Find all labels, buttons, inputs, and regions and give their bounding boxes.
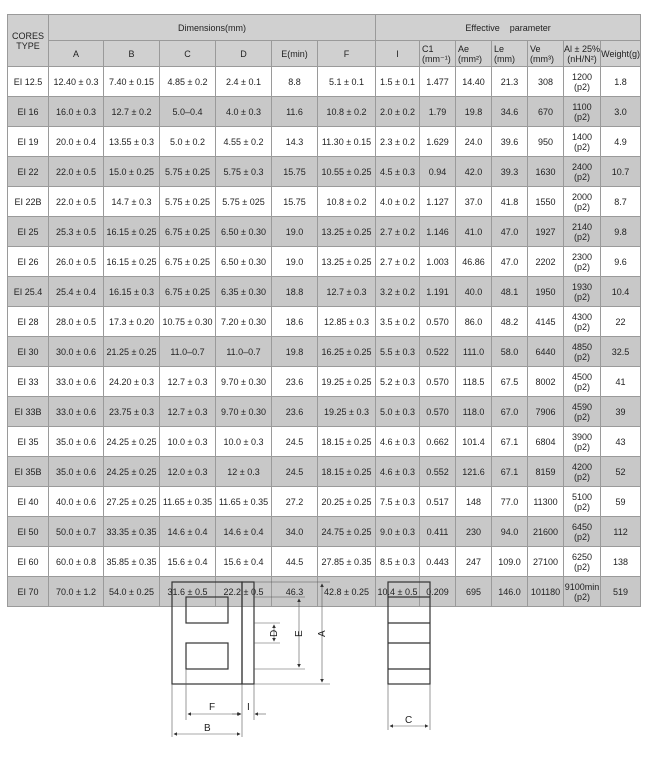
cell-e: 14.3 [272, 127, 318, 157]
cell-ve: 950 [528, 127, 564, 157]
cell-ae: 118.0 [456, 397, 492, 427]
cell-ve: 21600 [528, 517, 564, 547]
cell-a: 30.0 ± 0.6 [49, 337, 104, 367]
cell-ve: 2202 [528, 247, 564, 277]
cell-f: 10.55 ± 0.25 [318, 157, 376, 187]
col-d-header: D [216, 41, 272, 67]
cell-d: 5.75 ± 025 [216, 187, 272, 217]
cell-e: 19.8 [272, 337, 318, 367]
label-b: B [204, 723, 211, 734]
cell-ae: 86.0 [456, 307, 492, 337]
cell-i: 8.5 ± 0.3 [376, 547, 420, 577]
cell-c: 6.75 ± 0.25 [160, 277, 216, 307]
cell-c: 4.85 ± 0.2 [160, 67, 216, 97]
cell-al: 2300 (p2) [564, 247, 601, 277]
cell-ae: 46.86 [456, 247, 492, 277]
col-ae-header: Ae (mm²) [456, 41, 492, 67]
cell-le: 67.1 [492, 427, 528, 457]
cell-c: 11.0–0.7 [160, 337, 216, 367]
cell-type: EI 25 [8, 217, 49, 247]
cell-i: 1.5 ± 0.1 [376, 67, 420, 97]
cell-f: 13.25 ± 0.25 [318, 217, 376, 247]
table-row [8, 487, 641, 517]
cell-le: 39.6 [492, 127, 528, 157]
cell-w: 10.4 [601, 277, 641, 307]
cell-f: 11.30 ± 0.15 [318, 127, 376, 157]
col-b-header: B [104, 41, 160, 67]
cell-i: 4.6 ± 0.3 [376, 427, 420, 457]
cell-c1: 1.127 [420, 187, 456, 217]
cell-c: 12.7 ± 0.3 [160, 397, 216, 427]
cell-a: 22.0 ± 0.5 [49, 187, 104, 217]
cell-ae: 37.0 [456, 187, 492, 217]
label-i: I [247, 702, 250, 713]
cell-b: 13.55 ± 0.3 [104, 127, 160, 157]
cell-w: 32.5 [601, 337, 641, 367]
cell-a: 35.0 ± 0.6 [49, 427, 104, 457]
cell-al: 2000 (p2) [564, 187, 601, 217]
cell-i: 2.7 ± 0.2 [376, 247, 420, 277]
cell-ve: 308 [528, 67, 564, 97]
cell-c1: 1.79 [420, 97, 456, 127]
cell-f: 12.85 ± 0.3 [318, 307, 376, 337]
cell-c1: 0.570 [420, 307, 456, 337]
cell-ae: 121.6 [456, 457, 492, 487]
cell-type: EI 22 [8, 157, 49, 187]
cell-f: 16.25 ± 0.25 [318, 337, 376, 367]
cell-c1: 0.552 [420, 457, 456, 487]
cell-le: 58.0 [492, 337, 528, 367]
col-i-header: I [376, 41, 420, 67]
cell-c: 5.75 ± 0.25 [160, 157, 216, 187]
cell-le: 67.0 [492, 397, 528, 427]
table-row [8, 187, 641, 217]
cell-c: 6.75 ± 0.25 [160, 217, 216, 247]
col-al-header: Al ± 25% (nH/N²) [564, 41, 601, 67]
cell-i: 2.3 ± 0.2 [376, 127, 420, 157]
cell-e: 27.2 [272, 487, 318, 517]
table-row [8, 67, 641, 97]
table-row [8, 277, 641, 307]
cell-al: 4590 (p2) [564, 397, 601, 427]
table-row [8, 307, 641, 337]
cell-f: 42.8 ± 0.25 [318, 577, 376, 607]
label-c: C [405, 715, 413, 726]
cell-le: 47.0 [492, 217, 528, 247]
cell-f: 19.25 ± 0.3 [318, 397, 376, 427]
cell-d: 11.0–0.7 [216, 337, 272, 367]
cell-w: 52 [601, 457, 641, 487]
cell-ae: 101.4 [456, 427, 492, 457]
cell-i: 4.5 ± 0.3 [376, 157, 420, 187]
label-f: F [209, 702, 216, 713]
cell-ve: 6440 [528, 337, 564, 367]
cell-ae: 40.0 [456, 277, 492, 307]
cell-al: 2140 (p2) [564, 217, 601, 247]
col-le-header: Le (mm) [492, 41, 528, 67]
table-row [8, 367, 641, 397]
cell-al: 1200 (p2) [564, 67, 601, 97]
cell-c: 5.0–0.4 [160, 97, 216, 127]
cell-a: 25.3 ± 0.5 [49, 217, 104, 247]
cell-a: 26.0 ± 0.5 [49, 247, 104, 277]
cell-e: 23.6 [272, 367, 318, 397]
cell-al: 6450 (p2) [564, 517, 601, 547]
cell-a: 35.0 ± 0.6 [49, 457, 104, 487]
cell-ve: 11300 [528, 487, 564, 517]
table-row [8, 217, 641, 247]
cell-i: 5.0 ± 0.3 [376, 397, 420, 427]
table-row [8, 457, 641, 487]
cell-i: 9.0 ± 0.3 [376, 517, 420, 547]
e-core-slot-bottom [186, 643, 228, 669]
cell-al: 9100min (p2) [564, 577, 601, 607]
label-d: D [269, 629, 280, 637]
i-bar [242, 582, 254, 684]
cell-a: 28.0 ± 0.5 [49, 307, 104, 337]
cell-le: 67.5 [492, 367, 528, 397]
cell-a: 25.4 ± 0.4 [49, 277, 104, 307]
cell-le: 77.0 [492, 487, 528, 517]
cell-c1: 0.94 [420, 157, 456, 187]
cell-d: 4.0 ± 0.3 [216, 97, 272, 127]
cell-c: 12.7 ± 0.3 [160, 367, 216, 397]
cell-e: 23.6 [272, 397, 318, 427]
cell-type: EI 50 [8, 517, 49, 547]
cell-b: 24.25 ± 0.25 [104, 457, 160, 487]
cell-e: 34.0 [272, 517, 318, 547]
cell-ve: 8159 [528, 457, 564, 487]
cell-d: 5.75 ± 0.3 [216, 157, 272, 187]
cell-ve: 101180 [528, 577, 564, 607]
cell-e: 19.0 [272, 247, 318, 277]
cell-le: 94.0 [492, 517, 528, 547]
cell-d: 6.50 ± 0.30 [216, 247, 272, 277]
cell-f: 20.25 ± 0.25 [318, 487, 376, 517]
table-row [8, 247, 641, 277]
cell-b: 17.3 ± 0.20 [104, 307, 160, 337]
cell-d: 2.4 ± 0.1 [216, 67, 272, 97]
cell-ve: 1630 [528, 157, 564, 187]
cell-d: 9.70 ± 0.30 [216, 367, 272, 397]
cell-c: 15.6 ± 0.4 [160, 547, 216, 577]
cell-d: 15.6 ± 0.4 [216, 547, 272, 577]
label-e: E [294, 630, 305, 637]
cell-d: 10.0 ± 0.3 [216, 427, 272, 457]
cell-d: 22.2 ± 0.5 [216, 577, 272, 607]
effective-parameter-header: Effective parameter [376, 15, 641, 41]
cell-w: 519 [601, 577, 641, 607]
cell-e: 19.0 [272, 217, 318, 247]
cell-ae: 111.0 [456, 337, 492, 367]
cell-al: 2400 (p2) [564, 157, 601, 187]
cell-le: 67.1 [492, 457, 528, 487]
cell-e: 11.6 [272, 97, 318, 127]
cell-le: 48.1 [492, 277, 528, 307]
cores-type-header: CORES TYPE [8, 15, 49, 67]
col-f-header: F [318, 41, 376, 67]
cell-type: EI 28 [8, 307, 49, 337]
cell-c1: 0.522 [420, 337, 456, 367]
cell-i: 5.5 ± 0.3 [376, 337, 420, 367]
cell-ae: 14.40 [456, 67, 492, 97]
cell-b: 15.0 ± 0.25 [104, 157, 160, 187]
cell-ae: 41.0 [456, 217, 492, 247]
cell-c1: 0.443 [420, 547, 456, 577]
cell-le: 48.2 [492, 307, 528, 337]
cell-c: 14.6 ± 0.4 [160, 517, 216, 547]
cell-a: 70.0 ± 1.2 [49, 577, 104, 607]
cell-b: 16.15 ± 0.25 [104, 247, 160, 277]
cell-c: 10.0 ± 0.3 [160, 427, 216, 457]
cell-d: 6.50 ± 0.30 [216, 217, 272, 247]
cell-f: 5.1 ± 0.1 [318, 67, 376, 97]
cores-table [7, 14, 641, 607]
cell-ae: 695 [456, 577, 492, 607]
cell-b: 24.20 ± 0.3 [104, 367, 160, 397]
cell-f: 10.8 ± 0.2 [318, 187, 376, 217]
ei-core-drawing [0, 560, 650, 767]
cell-f: 12.7 ± 0.3 [318, 277, 376, 307]
col-e-header: E(min) [272, 41, 318, 67]
cell-e: 8.8 [272, 67, 318, 97]
cell-w: 39 [601, 397, 641, 427]
table-row [8, 157, 641, 187]
cell-b: 16.15 ± 0.25 [104, 217, 160, 247]
cell-al: 1100 (p2) [564, 97, 601, 127]
cell-d: 7.20 ± 0.30 [216, 307, 272, 337]
cell-d: 11.65 ± 0.35 [216, 487, 272, 517]
cell-type: EI 22B [8, 187, 49, 217]
cell-a: 12.40 ± 0.3 [49, 67, 104, 97]
cell-d: 9.70 ± 0.30 [216, 397, 272, 427]
cell-le: 21.3 [492, 67, 528, 97]
cell-c1: 1.003 [420, 247, 456, 277]
cell-al: 3900 (p2) [564, 427, 601, 457]
cell-al: 5100 (p2) [564, 487, 601, 517]
cell-type: EI 35 [8, 427, 49, 457]
cell-e: 24.5 [272, 457, 318, 487]
col-c-header: C [160, 41, 216, 67]
cell-c1: 0.411 [420, 517, 456, 547]
col-a-header: A [49, 41, 104, 67]
cell-i: 4.0 ± 0.2 [376, 187, 420, 217]
cell-w: 3.0 [601, 97, 641, 127]
label-a: A [317, 630, 328, 637]
cell-e: 46.3 [272, 577, 318, 607]
cell-type: EI 70 [8, 577, 49, 607]
table-row [8, 337, 641, 367]
col-c1-header: C1 (mm⁻¹) [420, 41, 456, 67]
cell-c1: 0.662 [420, 427, 456, 457]
cell-c1: 0.209 [420, 577, 456, 607]
cell-e: 18.6 [272, 307, 318, 337]
cell-type: EI 33B [8, 397, 49, 427]
cell-w: 138 [601, 547, 641, 577]
cell-i: 3.2 ± 0.2 [376, 277, 420, 307]
table-body [8, 67, 641, 607]
cell-ve: 4145 [528, 307, 564, 337]
cell-w: 9.6 [601, 247, 641, 277]
cell-w: 9.8 [601, 217, 641, 247]
cell-al: 4200 (p2) [564, 457, 601, 487]
cell-al: 1400 (p2) [564, 127, 601, 157]
cell-al: 6250 (p2) [564, 547, 601, 577]
cell-f: 18.15 ± 0.25 [318, 427, 376, 457]
cell-d: 14.6 ± 0.4 [216, 517, 272, 547]
cell-f: 27.85 ± 0.35 [318, 547, 376, 577]
cell-b: 23.75 ± 0.3 [104, 397, 160, 427]
cell-al: 4500 (p2) [564, 367, 601, 397]
cell-i: 2.7 ± 0.2 [376, 217, 420, 247]
cell-type: EI 19 [8, 127, 49, 157]
cell-al: 4850 (p2) [564, 337, 601, 367]
cell-al: 1930 (p2) [564, 277, 601, 307]
cell-le: 34.6 [492, 97, 528, 127]
cell-ae: 42.0 [456, 157, 492, 187]
cell-c1: 1.629 [420, 127, 456, 157]
cell-c: 6.75 ± 0.25 [160, 247, 216, 277]
cell-d: 6.35 ± 0.30 [216, 277, 272, 307]
cell-f: 18.15 ± 0.25 [318, 457, 376, 487]
cell-w: 22 [601, 307, 641, 337]
cell-d: 12 ± 0.3 [216, 457, 272, 487]
cell-type: EI 16 [8, 97, 49, 127]
cell-a: 22.0 ± 0.5 [49, 157, 104, 187]
cell-b: 7.40 ± 0.15 [104, 67, 160, 97]
cell-al: 4300 (p2) [564, 307, 601, 337]
cell-b: 21.25 ± 0.25 [104, 337, 160, 367]
cell-ve: 1550 [528, 187, 564, 217]
cell-b: 54.0 ± 0.25 [104, 577, 160, 607]
cell-w: 41 [601, 367, 641, 397]
cell-f: 13.25 ± 0.25 [318, 247, 376, 277]
cell-c1: 0.570 [420, 397, 456, 427]
cell-i: 4.6 ± 0.3 [376, 457, 420, 487]
cell-ve: 8002 [528, 367, 564, 397]
cell-ae: 247 [456, 547, 492, 577]
cell-c1: 0.570 [420, 367, 456, 397]
cell-ae: 230 [456, 517, 492, 547]
cell-a: 50.0 ± 0.7 [49, 517, 104, 547]
cell-le: 41.8 [492, 187, 528, 217]
cell-i: 5.2 ± 0.3 [376, 367, 420, 397]
cell-ve: 1927 [528, 217, 564, 247]
cell-le: 109.0 [492, 547, 528, 577]
cell-c: 11.65 ± 0.35 [160, 487, 216, 517]
cell-d: 4.55 ± 0.2 [216, 127, 272, 157]
cell-ae: 24.0 [456, 127, 492, 157]
table-row [8, 97, 641, 127]
cell-type: EI 30 [8, 337, 49, 367]
cell-w: 59 [601, 487, 641, 517]
cell-c1: 1.191 [420, 277, 456, 307]
col-ve-header: Ve (mm³) [528, 41, 564, 67]
cell-b: 24.25 ± 0.25 [104, 427, 160, 457]
cell-a: 16.0 ± 0.3 [49, 97, 104, 127]
cell-e: 15.75 [272, 187, 318, 217]
cell-c1: 0.517 [420, 487, 456, 517]
cell-ve: 670 [528, 97, 564, 127]
cell-w: 8.7 [601, 187, 641, 217]
table-row [8, 397, 641, 427]
cell-ae: 148 [456, 487, 492, 517]
cell-type: EI 35B [8, 457, 49, 487]
cell-ae: 19.8 [456, 97, 492, 127]
cell-c1: 1.146 [420, 217, 456, 247]
cell-ve: 7906 [528, 397, 564, 427]
cell-le: 146.0 [492, 577, 528, 607]
cell-f: 19.25 ± 0.25 [318, 367, 376, 397]
dimensions-header: Dimensions(mm) [49, 15, 376, 41]
table-row [8, 127, 641, 157]
cell-f: 24.75 ± 0.25 [318, 517, 376, 547]
cell-w: 1.8 [601, 67, 641, 97]
cell-c: 5.75 ± 0.25 [160, 187, 216, 217]
cell-w: 4.9 [601, 127, 641, 157]
cell-ve: 6804 [528, 427, 564, 457]
cell-b: 14.7 ± 0.3 [104, 187, 160, 217]
table-row [8, 427, 641, 457]
cell-i: 7.5 ± 0.3 [376, 487, 420, 517]
cell-e: 44.5 [272, 547, 318, 577]
cell-le: 47.0 [492, 247, 528, 277]
cell-ve: 1950 [528, 277, 564, 307]
cell-c1: 1.477 [420, 67, 456, 97]
cell-a: 33.0 ± 0.6 [49, 397, 104, 427]
cell-e: 18.8 [272, 277, 318, 307]
cell-w: 112 [601, 517, 641, 547]
table-row [8, 517, 641, 547]
cell-f: 10.8 ± 0.2 [318, 97, 376, 127]
cell-e: 24.5 [272, 427, 318, 457]
cell-type: EI 60 [8, 547, 49, 577]
cell-b: 12.7 ± 0.2 [104, 97, 160, 127]
cell-e: 15.75 [272, 157, 318, 187]
cell-b: 35.85 ± 0.35 [104, 547, 160, 577]
cell-b: 16.15 ± 0.3 [104, 277, 160, 307]
cell-i: 2.0 ± 0.2 [376, 97, 420, 127]
cell-w: 10.7 [601, 157, 641, 187]
cell-i: 10.4 ± 0.5 [376, 577, 420, 607]
cell-c: 10.75 ± 0.30 [160, 307, 216, 337]
cell-a: 20.0 ± 0.4 [49, 127, 104, 157]
cell-ae: 118.5 [456, 367, 492, 397]
cell-type: EI 25.4 [8, 277, 49, 307]
cell-le: 39.3 [492, 157, 528, 187]
cell-c: 5.0 ± 0.2 [160, 127, 216, 157]
cell-type: EI 40 [8, 487, 49, 517]
cell-a: 33.0 ± 0.6 [49, 367, 104, 397]
cell-w: 43 [601, 427, 641, 457]
col-weight-header: Weight(g) [601, 41, 641, 67]
cell-type: EI 33 [8, 367, 49, 397]
cell-type: EI 12.5 [8, 67, 49, 97]
cell-b: 33.35 ± 0.35 [104, 517, 160, 547]
cell-c: 31.6 ± 0.5 [160, 577, 216, 607]
cell-b: 27.25 ± 0.25 [104, 487, 160, 517]
cell-a: 40.0 ± 0.6 [49, 487, 104, 517]
cell-type: EI 26 [8, 247, 49, 277]
cell-c: 12.0 ± 0.3 [160, 457, 216, 487]
e-core-slot-top [186, 597, 228, 623]
cell-i: 3.5 ± 0.2 [376, 307, 420, 337]
cell-a: 60.0 ± 0.8 [49, 547, 104, 577]
cell-ve: 27100 [528, 547, 564, 577]
